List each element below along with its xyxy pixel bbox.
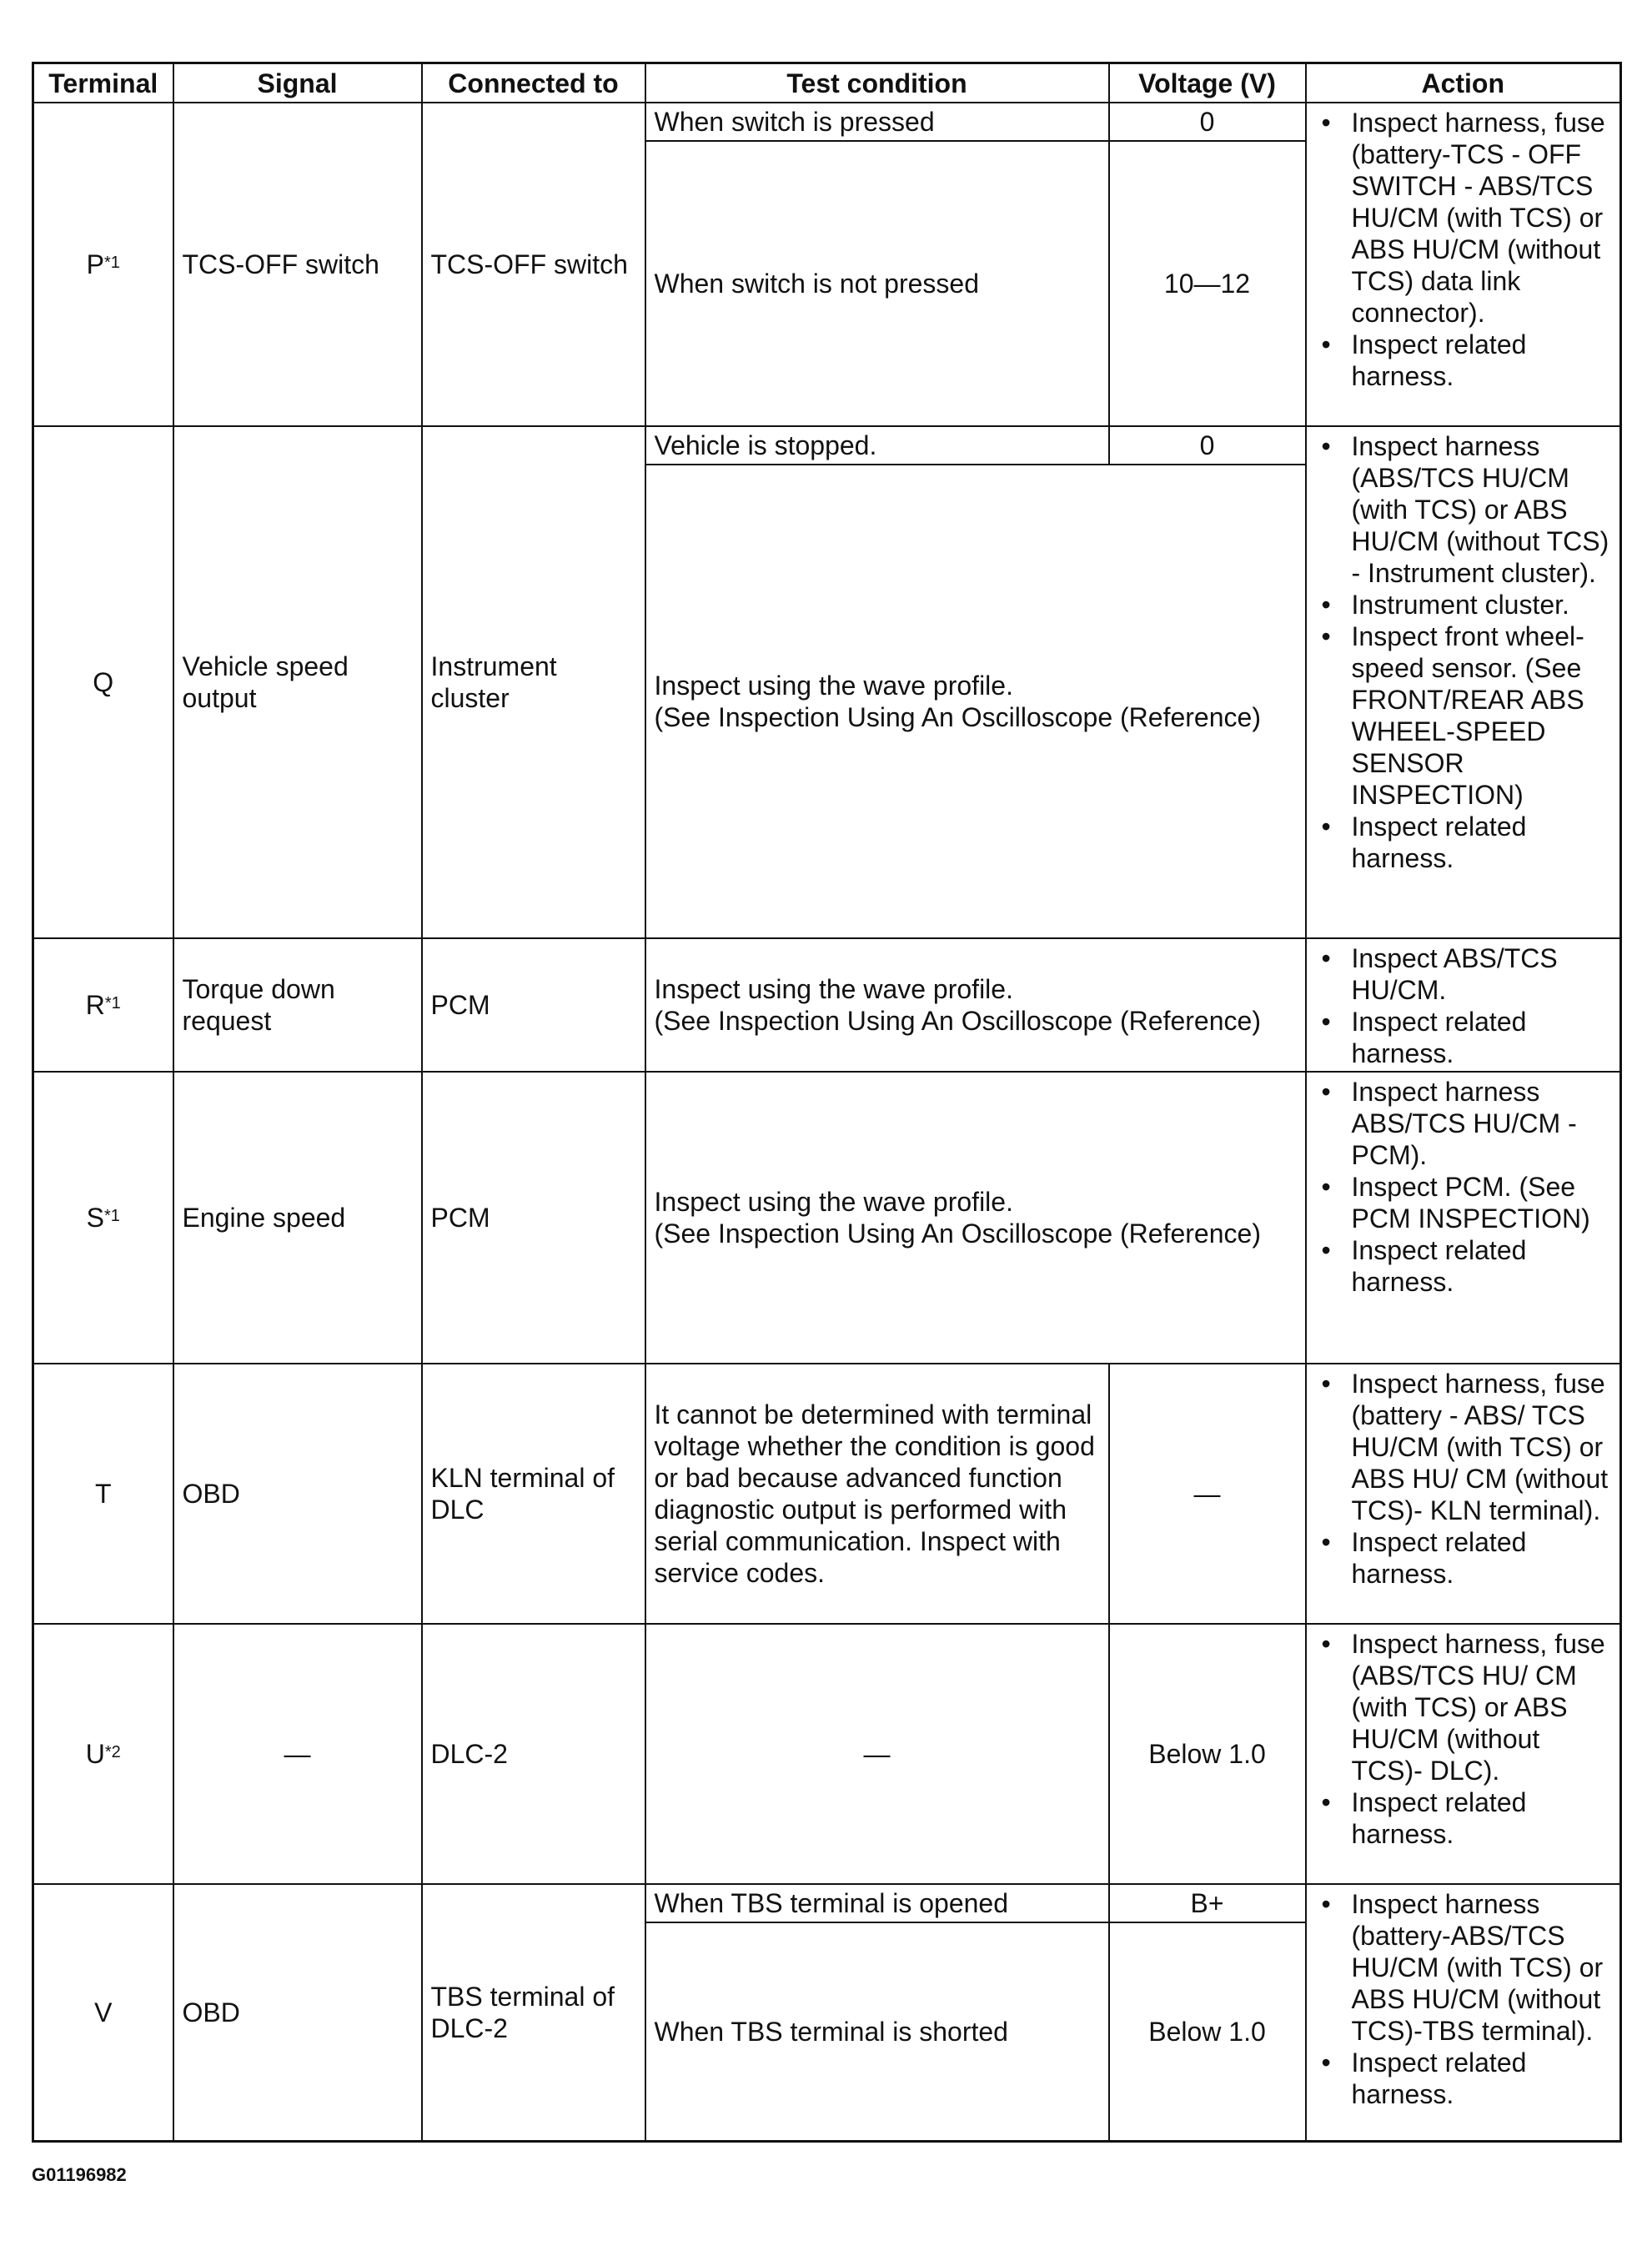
action-list <box>1312 1368 1615 1590</box>
test-condition-cell: Vehicle is stopped. <box>645 426 1109 465</box>
action-list <box>1312 1888 1615 2110</box>
signal-cell: Torque down request <box>173 938 422 1072</box>
header-connected-to: Connected to <box>422 63 645 103</box>
action-item: • Inspect PCM. (See PCM INSPECTION) <box>1312 1171 1615 1234</box>
table-row <box>33 1884 1621 1922</box>
action-item: • Inspect related harness. <box>1312 329 1615 392</box>
test-condition-cell: Inspect using the wave profile. (See Inspection Using An Oscilloscope (Reference) <box>645 465 1306 938</box>
terminal-cell <box>33 1364 173 1624</box>
table-row <box>33 1624 1621 1884</box>
action-list <box>1312 942 1615 1069</box>
action-cell <box>1306 426 1621 938</box>
action-item: • Inspect related harness. <box>1312 1786 1615 1850</box>
action-list <box>1312 430 1615 874</box>
signal-cell: Engine speed <box>173 1072 422 1364</box>
header-signal: Signal <box>173 63 422 103</box>
action-cell <box>1306 1072 1621 1364</box>
voltage-cell: — <box>1109 1364 1306 1624</box>
table-row <box>33 1364 1621 1624</box>
action-item: • Inspect harness, fuse (battery - ABS/ TCS HU/CM (with TCS) or ABS HU/ CM (without TCS)- KLN terminal). <box>1312 1368 1615 1526</box>
header-action: Action <box>1306 63 1621 103</box>
header-voltage: Voltage (V) <box>1109 63 1306 103</box>
terminal-letter: T <box>94 1479 112 1509</box>
voltage-cell: Below 1.0 <box>1109 1922 1306 2141</box>
test-condition-cell: When switch is pressed <box>645 103 1109 141</box>
action-item: • Inspect harness (ABS/TCS HU/CM (with TCS) or ABS HU/CM (without TCS) - Instrument cluster). <box>1312 430 1615 589</box>
test-condition-cell: When TBS terminal is shorted <box>645 1922 1109 2141</box>
action-item: • Inspect related harness. <box>1312 2047 1615 2110</box>
terminal-cell <box>33 1884 173 2141</box>
terminal-letter: S <box>86 1203 104 1233</box>
connected-cell: KLN terminal of DLC <box>422 1364 645 1624</box>
action-item: • Inspect harness ABS/TCS HU/CM - PCM). <box>1312 1076 1615 1171</box>
signal-cell: OBD <box>173 1364 422 1624</box>
test-condition-cell: Inspect using the wave profile. (See Inspection Using An Oscilloscope (Reference) <box>645 938 1306 1072</box>
connected-cell: PCM <box>422 938 645 1072</box>
terminal-footnote: *2 <box>104 1743 121 1761</box>
header-test-condition: Test condition <box>645 63 1109 103</box>
connected-cell: PCM <box>422 1072 645 1364</box>
voltage-cell: Below 1.0 <box>1109 1624 1306 1884</box>
voltage-cell: 0 <box>1109 426 1306 465</box>
terminal-voltage-table <box>32 62 1622 2143</box>
terminal-cell <box>33 1072 173 1364</box>
action-item: • Inspect harness, fuse (battery-TCS - OFF SWITCH - ABS/TCS HU/CM (with TCS) or ABS HU/CM (without TCS) data link connector). <box>1312 107 1615 329</box>
action-list <box>1312 107 1615 392</box>
action-item: • Instrument cluster. <box>1312 589 1615 621</box>
voltage-cell: B+ <box>1109 1884 1306 1922</box>
diagnostic-table-wrapper <box>32 62 1622 2143</box>
action-item: • Inspect related harness. <box>1312 1234 1615 1298</box>
action-item: • Inspect related harness. <box>1312 811 1615 874</box>
action-list <box>1312 1076 1615 1298</box>
terminal-letter: V <box>94 1997 113 2027</box>
action-item: • Inspect ABS/TCS HU/CM. <box>1312 942 1615 1006</box>
test-condition-cell: When switch is not pressed <box>645 141 1109 426</box>
signal-cell: TCS-OFF switch <box>173 103 422 426</box>
action-item: • Inspect harness, fuse (ABS/TCS HU/ CM (with TCS) or ABS HU/CM (without TCS)- DLC). <box>1312 1628 1615 1786</box>
action-cell <box>1306 1884 1621 2141</box>
action-cell <box>1306 1624 1621 1884</box>
voltage-cell: 0 <box>1109 103 1306 141</box>
table-row <box>33 103 1621 141</box>
test-condition-cell: — <box>645 1624 1109 1884</box>
action-cell <box>1306 103 1621 426</box>
connected-cell: DLC-2 <box>422 1624 645 1884</box>
action-cell <box>1306 938 1621 1072</box>
terminal-letter: Q <box>93 667 114 697</box>
terminal-cell <box>33 426 173 938</box>
figure-code: G01196982 <box>32 2164 127 2185</box>
signal-cell: — <box>173 1624 422 1884</box>
voltage-cell: 10—12 <box>1109 141 1306 426</box>
action-item: • Inspect front wheel-speed sensor. (See FRONT/REAR ABS WHEEL-SPEED SENSOR INSPECTION) <box>1312 621 1615 811</box>
header-terminal: Terminal <box>33 63 173 103</box>
terminal-letter: R <box>85 990 105 1020</box>
header-row <box>33 63 1621 103</box>
test-condition-cell: Inspect using the wave profile. (See Inspection Using An Oscilloscope (Reference) <box>645 1072 1306 1364</box>
action-cell <box>1306 1364 1621 1624</box>
terminal-footnote: *1 <box>104 994 121 1012</box>
terminal-cell <box>33 938 173 1072</box>
terminal-letter: P <box>86 249 104 279</box>
action-item: • Inspect related harness. <box>1312 1006 1615 1069</box>
terminal-cell <box>33 1624 173 1884</box>
terminal-footnote: *1 <box>103 254 120 272</box>
test-condition-cell: When TBS terminal is opened <box>645 1884 1109 1922</box>
terminal-letter: U <box>85 1739 105 1769</box>
terminal-cell <box>33 103 173 426</box>
signal-cell: OBD <box>173 1884 422 2141</box>
action-list <box>1312 1628 1615 1850</box>
table-row <box>33 938 1621 1072</box>
action-item: • Inspect related harness. <box>1312 1526 1615 1590</box>
table-row <box>33 1072 1621 1364</box>
signal-cell: Vehicle speed output <box>173 426 422 938</box>
connected-cell: TBS terminal of DLC-2 <box>422 1884 645 2141</box>
test-condition-cell: It cannot be determined with terminal voltage whether the condition is good or bad because advanced function diagnostic output is performed with serial communication. Inspect with service codes. <box>645 1364 1109 1624</box>
connected-cell: TCS-OFF switch <box>422 103 645 426</box>
action-item: • Inspect harness (battery-ABS/TCS HU/CM (with TCS) or ABS HU/CM (without TCS)-TBS terminal). <box>1312 1888 1615 2047</box>
connected-cell: Instrument cluster <box>422 426 645 938</box>
table-row <box>33 426 1621 465</box>
terminal-footnote: *1 <box>103 1207 120 1225</box>
